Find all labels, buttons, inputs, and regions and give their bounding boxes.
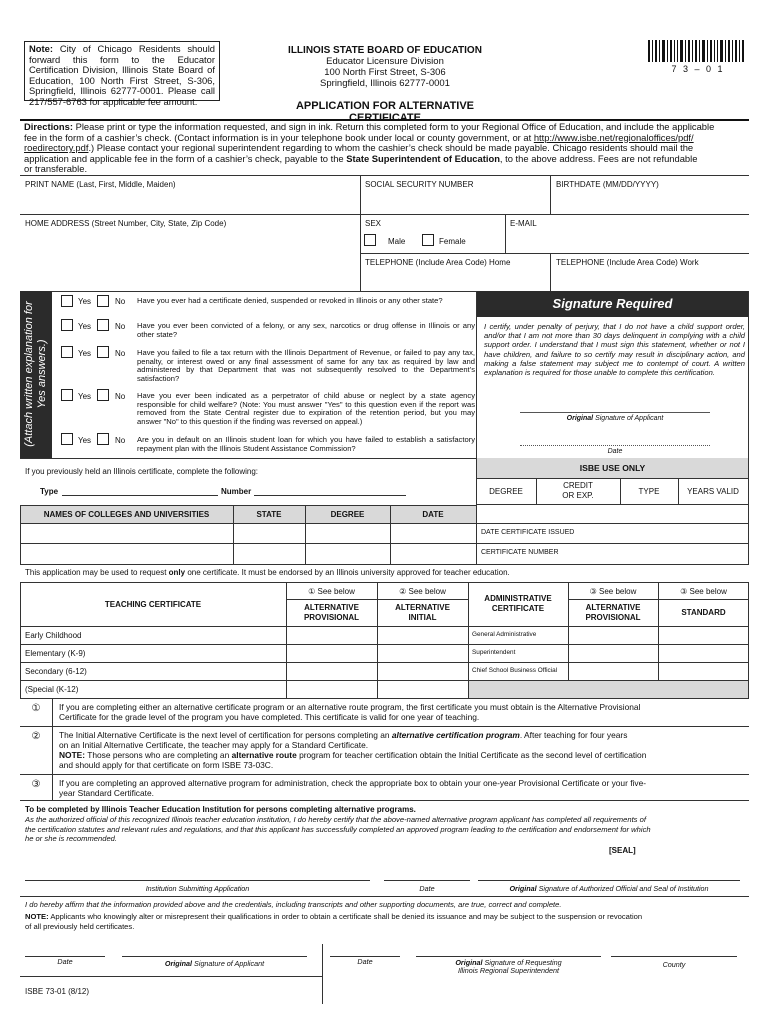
note-2-line4: and should apply for that certificate on form ISBE 73-03C. <box>59 760 274 770</box>
question-1: Have you ever had a certificate denied, suspended or revoked in Illinois or any other state? <box>137 296 443 305</box>
no-label: No <box>115 436 126 445</box>
bottom-applicant-signature-caption <box>122 959 307 968</box>
birthdate-label: BIRTHDATE (MM/DD/YYYY) <box>556 180 659 189</box>
q2-no-checkbox[interactable] <box>97 319 109 331</box>
institution-submitting-field[interactable] <box>25 864 370 879</box>
inst-line3: he or she is recommended. <box>25 834 118 844</box>
note-text: City of Chicago Residents should forward this form to the Educator Certification Division, Illinois State Board of Education, 100 North First Street, S-306, Springfield, Illinois 62777-0001. Please call 217/557-6763 for applicable fee amount. <box>29 43 215 107</box>
directions-label: Directions: <box>24 121 73 132</box>
superintendent-signature-field[interactable] <box>416 942 601 955</box>
general-admin-standard-cell[interactable] <box>660 628 746 643</box>
colleges-names-header: NAMES OF COLLEGES AND UNIVERSITIES <box>43 510 210 519</box>
note-3 <box>59 778 747 798</box>
print-name-field[interactable] <box>24 192 356 212</box>
isbe-credit-line1: CREDIT <box>563 481 593 490</box>
yes-label: Yes <box>78 436 92 445</box>
isbe-years-valid: YEARS VALID <box>687 487 739 496</box>
note-2-e: alternative route <box>231 750 297 760</box>
alt-prov-line1: ALTERNATIVE <box>304 603 359 612</box>
directions-line2: fee in the form of a cashier’s check. (Contact information is in your telephone book under local or county government, or at <box>24 131 532 143</box>
misrepresentation-note <box>25 912 747 931</box>
yes-label: Yes <box>78 297 92 306</box>
affirm-note-line2: of all previously held certificates. <box>25 921 135 931</box>
see-below-3a: ③ See below <box>589 587 637 596</box>
original-label: Original <box>566 415 594 422</box>
institution-heading: To be completed by Illinois Teacher Education Institution for persons completing alternative programs. <box>25 805 416 814</box>
note-2-line2: on an Initial Alternative Certificate, the teacher may apply for a Standard Certificate. <box>59 740 369 750</box>
shaded-special-cell <box>469 681 748 698</box>
alt-init-line2: INITIAL <box>408 613 437 622</box>
colleges-date-header: DATE <box>422 510 444 519</box>
colleges-degree-header: DEGREE <box>330 510 365 519</box>
colleges-state-header: STATE <box>256 510 282 519</box>
note-label: Note: <box>29 43 53 54</box>
institution-submitting-caption: Institution Submitting Application <box>145 884 250 893</box>
ssn-field[interactable] <box>364 192 547 212</box>
q2-yes-checkbox[interactable] <box>61 319 73 331</box>
agency-name: ILLINOIS STATE BOARD OF EDUCATION <box>288 45 482 56</box>
division-name: Educator Licensure Division <box>326 56 444 67</box>
seal-label: [SEAL] <box>609 846 636 855</box>
admin-alt-provisional-header <box>568 603 658 623</box>
no-label: No <box>115 392 126 401</box>
superintendent-date-field[interactable] <box>330 942 400 955</box>
q1-no-checkbox[interactable] <box>97 295 109 307</box>
general-admin-provisional-cell[interactable] <box>570 628 656 643</box>
institution-date-field[interactable] <box>384 864 470 879</box>
question-3: Have you failed to file a tax return with the Illinois Department of Revenue, or failed to pay any tax, penalty, or interest owed or any final assessment of same for any tax as required by law and administered by that Department that was not subsequently resolved to the Department’s satisfaction? <box>137 348 475 383</box>
note-3-marker: ③ <box>31 779 41 790</box>
note-1-line2: Certificate for the grade level of the program you have completed. This certificate is valid for one year of teaching. <box>59 712 480 722</box>
agency-address: 100 North First Street, S-306 <box>324 67 446 78</box>
tel-work-field[interactable] <box>554 269 746 289</box>
female-label: Female <box>439 237 466 246</box>
q4-yes-checkbox[interactable] <box>61 389 73 401</box>
side-explanation-bar <box>20 291 52 458</box>
request-note-only: only <box>168 568 186 577</box>
row-secondary: Secondary (6-12) <box>25 667 87 676</box>
child-support-certification: I certify, under penalty of perjury, that I do not have a child support order, and/or that I am not more than 30 days delinquent in complying with a child support order. I understand that I must sign this statement, whether or not I have children, and failure to so certify may result in disciplinary action, and making a false statement may subject me to contempt of court. A written explanation is required for those unable to complete this certification. <box>484 322 745 378</box>
note-2-marker: ② <box>31 731 41 742</box>
yes-label: Yes <box>78 392 92 401</box>
request-note <box>25 568 510 577</box>
prev-cert-number-label: Number <box>221 487 252 496</box>
q5-no-checkbox[interactable] <box>97 433 109 445</box>
q5-yes-checkbox[interactable] <box>61 433 73 445</box>
bottom-regional-supt: Illinois Regional Superintendent <box>457 966 560 976</box>
applicant-signature-caption <box>520 415 710 422</box>
teaching-certificate-header: TEACHING CERTIFICATE <box>104 600 202 609</box>
row-elementary: Elementary (K-9) <box>25 649 86 658</box>
isbe-cert-number: CERTIFICATE NUMBER <box>481 549 559 556</box>
question-2: Have you ever been convicted of a felony, or any sex, narcotics or drug offense in Illinois or any other state? <box>137 321 475 339</box>
see-below-1: ① See below <box>308 587 355 596</box>
sig-applicant-label: Signature of Applicant <box>595 415 664 422</box>
institution-certification <box>25 815 747 844</box>
applicant-final-signature-field[interactable] <box>122 942 307 955</box>
home-address-label: HOME ADDRESS (Street Number, City, State, Zip Code) <box>25 219 227 228</box>
isbe-type: TYPE <box>638 487 660 496</box>
admin-alt-prov-line1: ALTERNATIVE <box>585 603 641 612</box>
prev-cert-number-field[interactable] <box>254 482 406 494</box>
yes-label: Yes <box>78 322 92 331</box>
signature-required-heading: Signature Required <box>477 291 748 317</box>
admin-line2: CERTIFICATE <box>491 604 545 613</box>
directions-line4b: , to the above address. Fees are not refundable <box>499 152 698 164</box>
admin-line1: ADMINISTRATIVE <box>484 594 552 603</box>
bottom-original-2: Original <box>455 958 483 967</box>
signature-date-caption: Date <box>607 448 623 455</box>
note-1 <box>59 702 747 722</box>
affirm-note-line1: Applicants who knowingly alter or misrepresent their qualifications in order to obtain a certificate shall be denied its issuance and may be subject to the suspension or revocation <box>50 912 643 921</box>
directions-line4a: application and applicable fee in the form of a cashier’s check, payable to the <box>24 152 344 164</box>
administrative-certificate-header <box>468 594 568 614</box>
standard-header: STANDARD <box>681 608 726 617</box>
roe-link-cont[interactable]: roedirectory.pdf <box>24 142 89 154</box>
college-name-field-1[interactable] <box>22 525 231 541</box>
see-below-3b: ③ See below <box>680 587 727 596</box>
authorized-official-signature-field[interactable] <box>478 864 740 879</box>
bottom-county-caption: County <box>662 960 686 969</box>
bottom-superintendent-caption <box>416 959 601 976</box>
admin-row-general: General Administrative <box>472 631 537 638</box>
request-note-a: This application may be used to request <box>25 568 167 577</box>
request-note-b: one certificate. It must be endorsed by an Illinois university approved for teacher education. <box>187 568 510 577</box>
early-childhood-alt-provisional-cell[interactable] <box>288 628 375 643</box>
row-special: (Special (K-12) <box>25 685 79 694</box>
male-checkbox[interactable] <box>364 234 376 246</box>
admin-row-csbo: Chief School Business Official <box>472 667 558 674</box>
college-name-field-2[interactable] <box>22 545 231 562</box>
tel-home-field[interactable] <box>364 269 547 289</box>
prev-cert-type-label: Type <box>40 487 59 496</box>
note-2 <box>59 730 747 770</box>
directions-line3: .) Please contact your regional superintendent regarding to whom the cashier’s check should be made payable. Chicago residents should mail the <box>88 142 694 154</box>
question-4: Have you ever been indicated as a perpetrator of child abuse or neglect by a state agency responsible for child welfare? (Note: You must answer "Yes" to this question even if the report was removed from the State Central register due to expiration of the retention period, but you may answer "No" to this question if the finding was reversed on appeal.) <box>137 391 475 426</box>
bottom-original-1: Original <box>164 959 193 968</box>
directions <box>24 122 748 175</box>
isbe-degree: DEGREE <box>489 487 523 496</box>
see-below-2: ② See below <box>399 587 446 596</box>
side-explanation-text <box>23 291 49 458</box>
isbe-date-issued: DATE CERTIFICATE ISSUED <box>481 529 575 536</box>
early-childhood-alt-initial-cell[interactable] <box>379 628 466 643</box>
admin-row-superintendent: Superintendent <box>472 649 516 656</box>
county-field[interactable] <box>611 942 737 955</box>
signature-date-field[interactable] <box>520 432 710 444</box>
side-line1: (Attach written explanation for <box>23 301 35 447</box>
question-5: Are you in default on an Illinois student loan for which you have failed to establish a satisfactory repayment plan with the Illinois Student Assistance Commission? <box>137 435 475 453</box>
q3-yes-checkbox[interactable] <box>61 346 73 358</box>
tel-home-label: TELEPHONE (Include Area Code) Home <box>365 258 511 267</box>
email-label: E-MAIL <box>510 219 537 228</box>
note-2-d: Those persons who are completing an <box>87 750 230 760</box>
female-checkbox[interactable] <box>422 234 434 246</box>
affirmation: I do hereby affirm that the information provided above and the credentials, including transcripts and other supporting documents, are true, correct and complete. <box>25 900 562 909</box>
isbe-use-only-heading: ISBE USE ONLY <box>579 463 646 473</box>
sex-label: SEX <box>365 219 382 228</box>
note-2-a: The Initial Alternative Certificate is the next level of certification for persons completing an <box>59 730 390 740</box>
inst-line1: As the authorized official of this recognized Illinois teacher education institution, I do hereby certify that the above-named alternative program applicant has completed all requirements of <box>25 815 646 824</box>
prev-cert-intro: If you previously held an Illinois certificate, complete the following: <box>25 467 259 476</box>
inst-original-label: Original <box>509 884 537 893</box>
side-line2: Yes answers.) <box>36 339 48 409</box>
affirm-note-label: NOTE: <box>25 912 49 921</box>
directions-line5: or transferable. <box>24 163 88 175</box>
prev-cert-type-field[interactable] <box>62 482 218 494</box>
isbe-credit <box>536 481 620 501</box>
isbe-credit-line2: OR EXP. <box>562 491 594 500</box>
roe-link[interactable]: http://www.isbe.net/regionaloffices/pdf/ <box>533 131 694 143</box>
home-address-field[interactable] <box>24 231 356 287</box>
note-2-b: alternative certification program <box>391 730 520 740</box>
institution-date-caption: Date <box>419 884 435 893</box>
barcode <box>648 40 744 62</box>
note-2-note-label: NOTE: <box>59 750 86 760</box>
alt-prov-line2: PROVISIONAL <box>303 613 360 622</box>
directions-line1: Please print or type the information requested, and sign in ink. Return this completed form to your Regional Office of Education, and include the applicable <box>75 121 715 132</box>
bottom-date-caption-2: Date <box>357 957 373 966</box>
email-field[interactable] <box>509 231 746 251</box>
alt-init-line1: ALTERNATIVE <box>395 603 450 612</box>
bottom-date-caption-1: Date <box>57 957 73 966</box>
yes-label: Yes <box>78 349 92 358</box>
no-label: No <box>115 349 126 358</box>
agency-city: Springfield, Illinois 62777-0001 <box>320 78 450 89</box>
chicago-note <box>24 41 220 107</box>
no-label: No <box>115 297 126 306</box>
note-1-line1: If you are completing either an alternative certificate program or an alternative route program, the first certificate you must obtain is the Alternative Provisional <box>59 702 641 712</box>
note-2-c: . After teaching for four years <box>519 730 628 740</box>
alt-provisional-header <box>286 603 377 623</box>
payee: State Superintendent of Education <box>346 152 500 164</box>
bottom-sig-requesting: Signature of Requesting <box>484 958 562 967</box>
male-label: Male <box>388 237 406 246</box>
birthdate-field[interactable] <box>554 192 746 212</box>
no-label: No <box>115 322 126 331</box>
note-2-f: program for teacher certification obtain the Initial Certificate as the second level of certification <box>299 750 647 760</box>
form-id: ISBE 73-01 (8/12) <box>25 987 90 996</box>
applicant-signature-field[interactable] <box>520 398 710 411</box>
note-3-line2: year Standard Certificate. <box>59 788 154 798</box>
inst-auth-sig-label: Signature of Authorized Official and Seal of Institution <box>538 884 709 893</box>
bottom-sig-applicant: Signature of Applicant <box>194 959 265 968</box>
applicant-date-field[interactable] <box>25 942 105 955</box>
tel-work-label: TELEPHONE (Include Area Code) Work <box>556 258 699 267</box>
row-early-childhood: Early Childhood <box>25 631 82 640</box>
ssn-label: SOCIAL SECURITY NUMBER <box>365 180 474 189</box>
q3-no-checkbox[interactable] <box>97 346 109 358</box>
alt-initial-header <box>377 603 468 623</box>
form-code: 7 3 – 0 1 <box>671 64 725 74</box>
note-1-marker: ① <box>31 703 41 714</box>
admin-alt-prov-line2: PROVISIONAL <box>585 613 641 622</box>
q1-yes-checkbox[interactable] <box>61 295 73 307</box>
print-name-label: PRINT NAME (Last, First, Middle, Maiden) <box>25 180 176 189</box>
authorized-signature-caption <box>478 884 740 893</box>
inst-line2: the certification statutes and relevant rules and regulations, and that this applicant has successfully completed an approved program leading to the certification and endorsement for which <box>25 824 651 834</box>
form-title: APPLICATION FOR ALTERNATIVE CERTIFICATE <box>295 100 475 124</box>
note-3-line1: If you are completing an approved alternative program for administration, check the appropriate box to obtain your one-year Provisional Certificate or your five- <box>59 778 647 788</box>
q4-no-checkbox[interactable] <box>97 389 109 401</box>
